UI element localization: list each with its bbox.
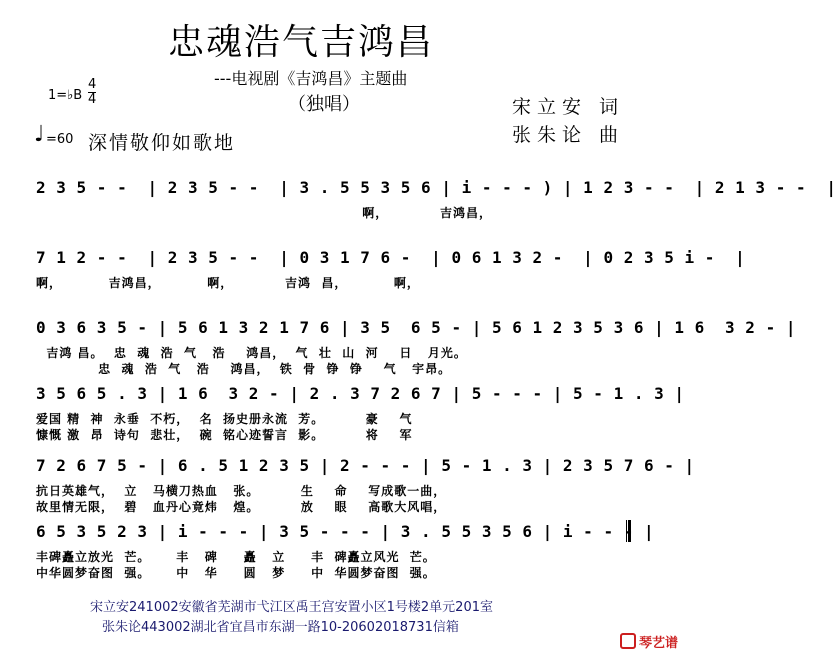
lyrics-line-1: 吉鸿 昌。 忠 魂 浩 气 浩 鸿昌， 气 壮 山 河 日 月光。 — [36, 346, 467, 360]
time-signature-bottom: 4 — [88, 92, 97, 107]
quarter-note-icon: ♩ — [34, 122, 45, 147]
lyrics-line-2: 忠 魂 浩 气 浩 鸿昌， 铁 骨 铮 铮 气 宇昂。 — [36, 362, 452, 376]
song-subtitle: ---电视剧《吉鸿昌》主题曲 — [214, 69, 408, 88]
lyricist-address: 宋立安241002安徽省芜湖市弋江区禹王宫安置小区1号楼2单元201室 — [90, 600, 493, 615]
performance-type: （独唱） — [288, 94, 360, 115]
lyrics-line-1: 爱国 精 神 永垂 不朽， 名 扬史册永流 芳。 豪 气 — [36, 412, 413, 426]
lyricist-credit: 宋立安 词 — [512, 96, 625, 118]
lyrics-line-1: 抗日英雄气， 立 马横刀热血 张。 生 命 写成歌一曲， — [36, 484, 447, 498]
logo-text: 琴艺谱 — [639, 636, 679, 651]
composer-address: 张朱论443002湖北省宜昌市东湖一路10-20602018731信箱 — [102, 620, 459, 635]
lyrics-line-1: 啊， 吉鸿昌， — [36, 206, 492, 220]
key-signature: 1=♭B — [48, 88, 83, 103]
lyrics-line-1: 丰碑矗立放光 芒。 丰 碑 矗 立 丰 碑矗立风光 芒。 — [36, 550, 436, 564]
site-logo[interactable] — [620, 632, 678, 651]
lyrics-line-2: 中华圆梦奋图 强。 中 华 圆 梦 中 华圆梦奋图 强。 — [36, 566, 436, 580]
notation-line: 7 1 2 - - | 2 3 5 - - | 0 3 1 7 6 - | 0 6 1 3 2 - | 0 2 3 5 i - | — [36, 248, 746, 267]
composer-credit: 张朱论 曲 — [512, 124, 625, 146]
expression-marking: 深情敬仰如歌地 — [88, 132, 236, 154]
logo-icon — [620, 633, 636, 649]
song-title: 忠魂浩气吉鸿昌 — [168, 22, 435, 63]
notation-line: 7 2 6 7 5 - | 6 . 5 1 2 3 5 | 2 - - - | 5 - 1 . 3 | 2 3 5 7 6 - | — [36, 456, 695, 475]
notation-line: 0 3 6 3 5 - | 5 6 1 3 2 1 7 6 | 3 5 6 5 - | 5 6 1 2 3 5 3 6 | 1 6 3 2 - | — [36, 318, 796, 337]
final-barline — [626, 520, 631, 542]
lyrics-line-1: 啊， 吉鸿昌， 啊， 吉鸿 昌， 啊， — [36, 276, 420, 290]
notation-line: 3 5 6 5 . 3 | 1 6 3 2 - | 2 . 3 7 2 6 7 | 5 - - - | 5 - 1 . 3 | — [36, 384, 685, 403]
notation-line: 6 5 3 5 2 3 | i - - - | 3 5 - - - | 3 . 5 5 3 5 6 | i - - - | — [36, 522, 655, 541]
lyrics-line-2: 故里情无限， 碧 血丹心竟炜 煌。 放 眼 高歌大风唱， — [36, 500, 447, 514]
time-signature — [88, 78, 96, 107]
lyrics-line-2: 慷慨 激 昂 诗句 悲壮， 碗 铭心迹誓言 影。 将 军 — [36, 428, 413, 442]
time-signature-top: 4 — [88, 77, 97, 92]
tempo-marking: =60 — [46, 132, 74, 147]
notation-line: 2 3 5 - - | 2 3 5 - - | 3 . 5 5 3 5 6 | i - - - ) | 1 2 3 - - | 2 1 3 - - | — [36, 178, 837, 197]
